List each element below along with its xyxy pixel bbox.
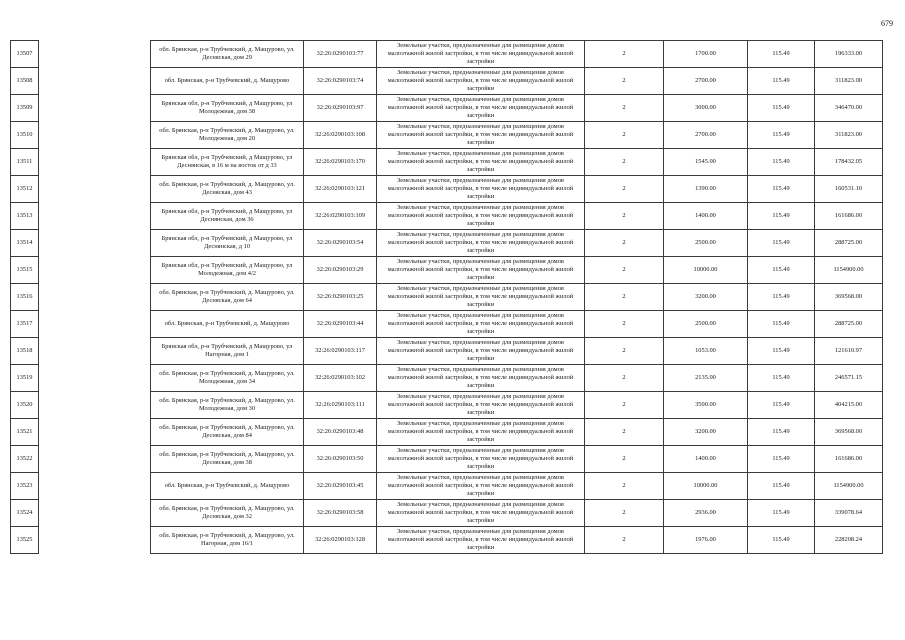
area-cell: 3200.00 — [664, 284, 748, 311]
page-number: 679 — [881, 19, 893, 28]
rate-cell: 115.49 — [748, 149, 815, 176]
area-cell: 1700.00 — [664, 41, 748, 68]
cadastral-value-cell: 1154900.00 — [815, 473, 883, 500]
address-cell: обл. Брянская, р-н Трубчевский, д. Мащурово, ул. Десняская, дом 64 — [151, 284, 304, 311]
group-cell: 2 — [585, 311, 664, 338]
cadastral-number-cell: 32:26:0290103:170 — [304, 149, 377, 176]
land-category-cell: Земельные участки, предназначенные для размещения домов малоэтажной жилой застройки, в том числе индивидуальной жилой застройки — [377, 338, 585, 365]
table-row — [11, 122, 883, 149]
area-cell: 1400.00 — [664, 446, 748, 473]
area-cell: 3000.00 — [664, 95, 748, 122]
cadastral-value-cell: 161686.00 — [815, 446, 883, 473]
land-category-cell: Земельные участки, предназначенные для размещения домов малоэтажной жилой застройки, в том числе индивидуальной жилой застройки — [377, 203, 585, 230]
spacer-cell — [39, 95, 151, 122]
cadastral-value-cell: 404215.00 — [815, 392, 883, 419]
group-cell: 2 — [585, 257, 664, 284]
cadastral-number-cell: 32:26:0290103:108 — [304, 122, 377, 149]
group-cell: 2 — [585, 284, 664, 311]
table-row — [11, 365, 883, 392]
cadastral-number-cell: 32:26:0290103:77 — [304, 41, 377, 68]
cadastral-value-cell: 196333.00 — [815, 41, 883, 68]
spacer-cell — [39, 122, 151, 149]
group-cell: 2 — [585, 392, 664, 419]
row-number-cell: 13507 — [11, 41, 39, 68]
rate-cell: 115.49 — [748, 284, 815, 311]
cadastral-number-cell: 32:26:0290103:97 — [304, 95, 377, 122]
address-cell: Брянская обл, р-н Трубчевский, д Мащурово, ул Молодежная, дом 4/2 — [151, 257, 304, 284]
table-row — [11, 68, 883, 95]
cadastral-number-cell: 32:26:0290103:29 — [304, 257, 377, 284]
land-category-cell: Земельные участки, предназначенные для размещения домов малоэтажной жилой застройки, в том числе индивидуальной жилой застройки — [377, 527, 585, 554]
address-cell: Брянская обл, р-н Трубчевский, д Мащурово, ул Нагорная, дом 1 — [151, 338, 304, 365]
rate-cell: 115.49 — [748, 446, 815, 473]
table-row — [11, 284, 883, 311]
group-cell: 2 — [585, 203, 664, 230]
spacer-cell — [39, 149, 151, 176]
land-category-cell: Земельные участки, предназначенные для размещения домов малоэтажной жилой застройки, в том числе индивидуальной жилой застройки — [377, 311, 585, 338]
land-category-cell: Земельные участки, предназначенные для размещения домов малоэтажной жилой застройки, в том числе индивидуальной жилой застройки — [377, 149, 585, 176]
rate-cell: 115.49 — [748, 122, 815, 149]
table-body — [11, 41, 883, 554]
row-number-cell: 13511 — [11, 149, 39, 176]
table-row — [11, 230, 883, 257]
row-number-cell: 13515 — [11, 257, 39, 284]
cadastral-value-cell: 288725.00 — [815, 230, 883, 257]
row-number-cell: 13520 — [11, 392, 39, 419]
address-cell: обл. Брянская, р-н Трубчевский, д. Мащурово, ул. Молодежная, дом 30 — [151, 392, 304, 419]
cadastral-number-cell: 32:26:0290103:74 — [304, 68, 377, 95]
address-cell: обл. Брянская, р-н Трубчевский, д. Мащурово — [151, 68, 304, 95]
land-category-cell: Земельные участки, предназначенные для размещения домов малоэтажной жилой застройки, в том числе индивидуальной жилой застройки — [377, 68, 585, 95]
cadastral-number-cell: 32:26:0290103:109 — [304, 203, 377, 230]
row-number-cell: 13508 — [11, 68, 39, 95]
area-cell: 3500.00 — [664, 392, 748, 419]
rate-cell: 115.49 — [748, 311, 815, 338]
land-category-cell: Земельные участки, предназначенные для размещения домов малоэтажной жилой застройки, в том числе индивидуальной жилой застройки — [377, 500, 585, 527]
area-cell: 1976.00 — [664, 527, 748, 554]
row-number-cell: 13512 — [11, 176, 39, 203]
area-cell: 2700.00 — [664, 122, 748, 149]
cadastral-number-cell: 32:26:0290103:48 — [304, 419, 377, 446]
area-cell: 2135.00 — [664, 365, 748, 392]
row-number-cell: 13524 — [11, 500, 39, 527]
table-row — [11, 446, 883, 473]
cadastral-value-cell: 160531.10 — [815, 176, 883, 203]
cadastral-value-cell: 311823.00 — [815, 68, 883, 95]
cadastral-value-cell: 1154900.00 — [815, 257, 883, 284]
land-category-cell: Земельные участки, предназначенные для размещения домов малоэтажной жилой застройки, в том числе индивидуальной жилой застройки — [377, 122, 585, 149]
spacer-cell — [39, 527, 151, 554]
address-cell: обл. Брянская, р-н Трубчевский, д. Мащурово, ул. Нагорная, дом 16/1 — [151, 527, 304, 554]
group-cell: 2 — [585, 473, 664, 500]
cadastral-number-cell: 32:26:0290103:45 — [304, 473, 377, 500]
land-category-cell: Земельные участки, предназначенные для размещения домов малоэтажной жилой застройки, в том числе индивидуальной жилой застройки — [377, 446, 585, 473]
row-number-cell: 13523 — [11, 473, 39, 500]
group-cell: 2 — [585, 230, 664, 257]
cadastral-number-cell: 32:26:0290103:58 — [304, 500, 377, 527]
area-cell: 3200.00 — [664, 419, 748, 446]
spacer-cell — [39, 500, 151, 527]
group-cell: 2 — [585, 176, 664, 203]
row-number-cell: 13517 — [11, 311, 39, 338]
address-cell: обл. Брянская, р-н Трубчевский, д. Мащурово, ул. Десняская, дом 38 — [151, 446, 304, 473]
table-row — [11, 203, 883, 230]
row-number-cell: 13522 — [11, 446, 39, 473]
table-row — [11, 338, 883, 365]
land-category-cell: Земельные участки, предназначенные для размещения домов малоэтажной жилой застройки, в том числе индивидуальной жилой застройки — [377, 230, 585, 257]
cadastral-number-cell: 32:26:0290103:117 — [304, 338, 377, 365]
row-number-cell: 13514 — [11, 230, 39, 257]
rate-cell: 115.49 — [748, 41, 815, 68]
table-row — [11, 419, 883, 446]
group-cell: 2 — [585, 149, 664, 176]
land-category-cell: Земельные участки, предназначенные для размещения домов малоэтажной жилой застройки, в том числе индивидуальной жилой застройки — [377, 41, 585, 68]
address-cell: обл. Брянская, р-н Трубчевский, д. Мащурово — [151, 311, 304, 338]
rate-cell: 115.49 — [748, 527, 815, 554]
cadastral-value-cell: 369568.00 — [815, 419, 883, 446]
area-cell: 1053.00 — [664, 338, 748, 365]
rate-cell: 115.49 — [748, 95, 815, 122]
land-category-cell: Земельные участки, предназначенные для размещения домов малоэтажной жилой застройки, в том числе индивидуальной жилой застройки — [377, 419, 585, 446]
table-row — [11, 392, 883, 419]
rate-cell: 115.49 — [748, 176, 815, 203]
group-cell: 2 — [585, 41, 664, 68]
row-number-cell: 13518 — [11, 338, 39, 365]
address-cell: обл. Брянская, р-н Трубчевский, д. Мащурово, ул. Молодежная, дом 20 — [151, 122, 304, 149]
spacer-cell — [39, 176, 151, 203]
row-number-cell: 13509 — [11, 95, 39, 122]
cadastral-value-cell: 369568.00 — [815, 284, 883, 311]
rate-cell: 115.49 — [748, 68, 815, 95]
rate-cell: 115.49 — [748, 500, 815, 527]
land-registry-table — [10, 40, 883, 554]
spacer-cell — [39, 338, 151, 365]
land-category-cell: Земельные участки, предназначенные для размещения домов малоэтажной жилой застройки, в том числе индивидуальной жилой застройки — [377, 257, 585, 284]
area-cell: 10000.00 — [664, 257, 748, 284]
cadastral-value-cell: 288725.00 — [815, 311, 883, 338]
cadastral-value-cell: 121610.97 — [815, 338, 883, 365]
cadastral-number-cell: 32:26:0290103:111 — [304, 392, 377, 419]
area-cell: 1400.00 — [664, 203, 748, 230]
cadastral-number-cell: 32:26:0290103:44 — [304, 311, 377, 338]
rate-cell: 115.49 — [748, 338, 815, 365]
spacer-cell — [39, 68, 151, 95]
spacer-cell — [39, 311, 151, 338]
address-cell: обл. Брянская, р-н Трубчевский, д. Мащурово, ул. Десняская, дом 43 — [151, 176, 304, 203]
cadastral-number-cell: 32:26:0290103:102 — [304, 365, 377, 392]
group-cell: 2 — [585, 122, 664, 149]
land-category-cell: Земельные участки, предназначенные для размещения домов малоэтажной жилой застройки, в том числе индивидуальной жилой застройки — [377, 365, 585, 392]
cadastral-number-cell: 32:26:0290103:121 — [304, 176, 377, 203]
cadastral-number-cell: 32:26:0290103:25 — [304, 284, 377, 311]
address-cell: Брянская обл, р-н Трубчевский, д Мащурово, ул Деснянская, дом 36 — [151, 203, 304, 230]
rate-cell: 115.49 — [748, 392, 815, 419]
area-cell: 2500.00 — [664, 230, 748, 257]
spacer-cell — [39, 392, 151, 419]
cadastral-number-cell: 32:26:0290103:50 — [304, 446, 377, 473]
spacer-cell — [39, 257, 151, 284]
group-cell: 2 — [585, 446, 664, 473]
land-category-cell: Земельные участки, предназначенные для размещения домов малоэтажной жилой застройки, в том числе индивидуальной жилой застройки — [377, 95, 585, 122]
land-category-cell: Земельные участки, предназначенные для размещения домов малоэтажной жилой застройки, в том числе индивидуальной жилой застройки — [377, 473, 585, 500]
rate-cell: 115.49 — [748, 473, 815, 500]
land-category-cell: Земельные участки, предназначенные для размещения домов малоэтажной жилой застройки, в том числе индивидуальной жилой застройки — [377, 284, 585, 311]
row-number-cell: 13521 — [11, 419, 39, 446]
area-cell: 10000.00 — [664, 473, 748, 500]
spacer-cell — [39, 203, 151, 230]
spacer-cell — [39, 473, 151, 500]
cadastral-value-cell: 311823.00 — [815, 122, 883, 149]
land-category-cell: Земельные участки, предназначенные для размещения домов малоэтажной жилой застройки, в том числе индивидуальной жилой застройки — [377, 176, 585, 203]
spacer-cell — [39, 446, 151, 473]
address-cell: обл. Брянская, р-н Трубчевский, д. Мащурово — [151, 473, 304, 500]
group-cell: 2 — [585, 365, 664, 392]
area-cell: 1390.00 — [664, 176, 748, 203]
spacer-cell — [39, 365, 151, 392]
group-cell: 2 — [585, 527, 664, 554]
spacer-cell — [39, 41, 151, 68]
cadastral-number-cell: 32:26:0290103:128 — [304, 527, 377, 554]
cadastral-value-cell: 228208.24 — [815, 527, 883, 554]
spacer-cell — [39, 230, 151, 257]
group-cell: 2 — [585, 419, 664, 446]
spacer-cell — [39, 284, 151, 311]
cadastral-value-cell: 178432.05 — [815, 149, 883, 176]
rate-cell: 115.49 — [748, 365, 815, 392]
area-cell: 2500.00 — [664, 311, 748, 338]
row-number-cell: 13519 — [11, 365, 39, 392]
spacer-cell — [39, 419, 151, 446]
row-number-cell: 13525 — [11, 527, 39, 554]
cadastral-value-cell: 161686.00 — [815, 203, 883, 230]
table-row — [11, 176, 883, 203]
rate-cell: 115.49 — [748, 203, 815, 230]
rate-cell: 115.49 — [748, 257, 815, 284]
address-cell: обл. Брянская, р-н Трубчевский, д. Мащурово, ул. Десняская, дом 84 — [151, 419, 304, 446]
address-cell: Брянская обл, р-н Трубчевский, д Мащурово, ул Деснянская, в 16 м на восток от д 33 — [151, 149, 304, 176]
cadastral-value-cell: 246571.15 — [815, 365, 883, 392]
area-cell: 2700.00 — [664, 68, 748, 95]
table-row — [11, 500, 883, 527]
land-category-cell: Земельные участки, предназначенные для размещения домов малоэтажной жилой застройки, в том числе индивидуальной жилой застройки — [377, 392, 585, 419]
area-cell: 2936.00 — [664, 500, 748, 527]
group-cell: 2 — [585, 500, 664, 527]
rate-cell: 115.49 — [748, 419, 815, 446]
row-number-cell: 13516 — [11, 284, 39, 311]
address-cell: обл. Брянская, р-н Трубчевский, д. Мащурово, ул. Молодежная, дом 34 — [151, 365, 304, 392]
group-cell: 2 — [585, 95, 664, 122]
table-row — [11, 527, 883, 554]
address-cell: Брянская обл, р-н Трубчевский, д Мащурово, ул Деснянская, д 10 — [151, 230, 304, 257]
row-number-cell: 13513 — [11, 203, 39, 230]
table-row — [11, 41, 883, 68]
address-cell: Брянская обл, р-н Трубчевский, д Мащурово, ул Молодежная, дом 38 — [151, 95, 304, 122]
group-cell: 2 — [585, 338, 664, 365]
cadastral-value-cell: 346470.00 — [815, 95, 883, 122]
cadastral-value-cell: 339078.64 — [815, 500, 883, 527]
table-row — [11, 149, 883, 176]
group-cell: 2 — [585, 68, 664, 95]
area-cell: 1545.00 — [664, 149, 748, 176]
table-row — [11, 257, 883, 284]
address-cell: обл. Брянская, р-н Трубчевский, д. Мащурово, ул. Десняская, дом 29 — [151, 41, 304, 68]
cadastral-number-cell: 32:26:0290103:54 — [304, 230, 377, 257]
row-number-cell: 13510 — [11, 122, 39, 149]
address-cell: обл. Брянская, р-н Трубчевский, д. Мащурово, ул. Десняская, дом 32 — [151, 500, 304, 527]
table-row — [11, 311, 883, 338]
table-row — [11, 473, 883, 500]
table-row — [11, 95, 883, 122]
rate-cell: 115.49 — [748, 230, 815, 257]
